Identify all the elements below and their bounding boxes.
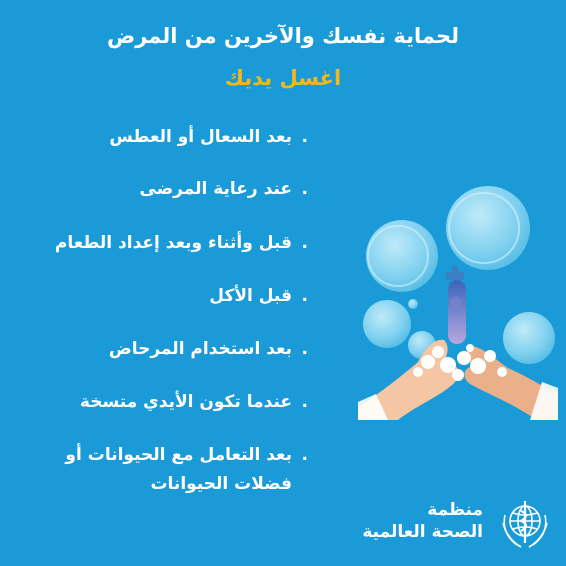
who-logo [355,493,565,553]
foam [432,346,444,358]
foam [484,350,496,362]
bullet-dot: . [301,179,308,199]
foam [452,369,464,381]
page-title: لحماية نفسك والآخرين من المرض [106,24,460,48]
faucet [452,266,458,274]
bullet-dot: . [301,445,308,465]
list-item-text: فضلات الحيوانات [150,474,292,494]
list-item [18,282,308,311]
bubble [446,186,530,270]
water-stream [448,280,466,344]
bubble [363,300,411,348]
logo-text [362,499,483,543]
list-item [18,123,308,152]
handwashing-illustration [358,180,558,420]
bubble [408,299,418,309]
list-item [18,175,308,204]
list-item-text: عندما تكون الأيدي متسخة [79,392,292,412]
list-item-text: قبل وأثناء وبعد إعداد الطعام [54,233,292,253]
who-emblem-icon [495,493,555,553]
bullet-dot: . [301,339,308,359]
list-item-text: عند رعاية المرضى [139,179,292,199]
foam [466,344,474,352]
page-subtitle: اغسل يديك [224,66,342,90]
bubble [503,312,555,364]
list-item [18,229,308,258]
foam [413,367,423,377]
bullet-dot: . [301,233,308,253]
bullet-dot: . [301,392,308,412]
list-item-text: بعد التعامل مع الحيوانات أو [65,445,292,465]
list-item [18,441,308,470]
foam [421,355,435,369]
list-item [18,388,308,417]
list-item-text: بعد استخدام المرحاض [108,339,292,359]
foam [457,351,471,365]
bullet-dot: . [301,286,308,306]
list-item-text: بعد السعال أو العطس [109,127,292,147]
foam [470,358,486,374]
foam [440,357,456,373]
foam [497,367,507,377]
logo-line-1: منظمة [427,500,483,520]
bullet-dot: . [301,127,308,147]
logo-line-2: الصحة العالمية [362,522,483,542]
list-item [18,470,308,499]
list-item [18,335,308,364]
list-item-text: قبل الأكل [209,286,292,306]
